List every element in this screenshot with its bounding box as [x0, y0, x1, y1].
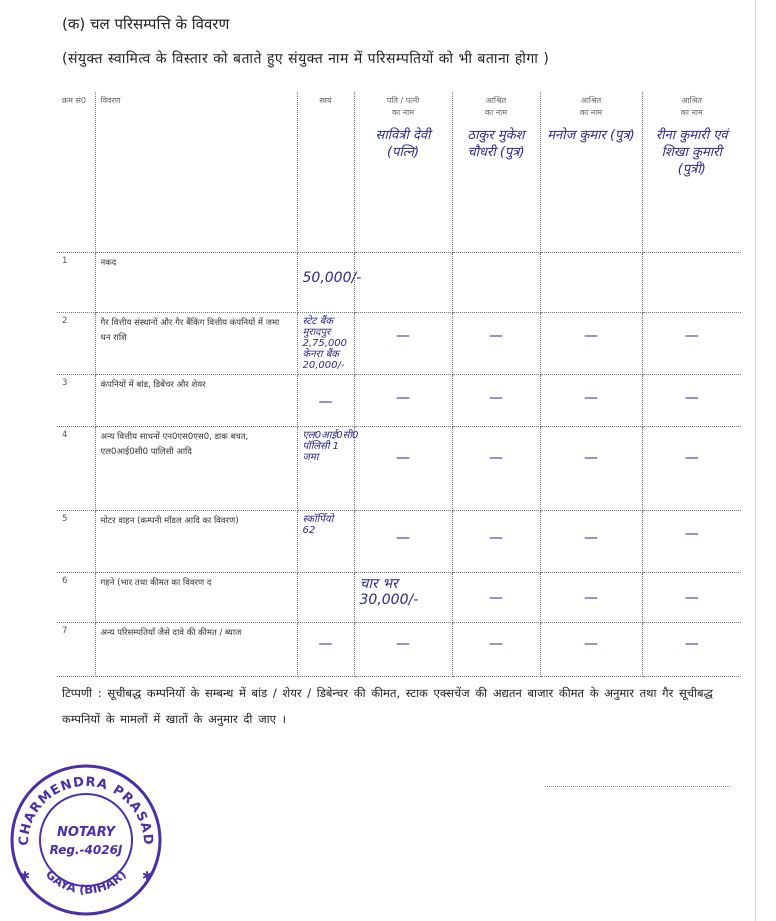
footnote: टिप्पणी : सूचीबद्ध कम्पनियों के सम्बन्ध में बांड / शेयर / डिबेन्चर की कीमत, स्टाक एक्सचेंज की अद्यतन बाजार कीमत के अनुमार तथा गैर सूचीबद्ध कम्पनियों के मामलों में खातों के अनुमार दी जाए ।	[62, 686, 713, 726]
cell-dependent-1: —	[489, 589, 503, 606]
cell-dependent-3: —	[684, 589, 699, 606]
cell-dependent-3: —	[684, 635, 699, 652]
cell-dependent-2: —	[584, 449, 598, 466]
table-row	[57, 510, 741, 572]
row-description: नकद	[95, 252, 297, 312]
header-description: विवरण	[100, 96, 121, 105]
page-edge	[755, 0, 756, 921]
cell-dependent-3: —	[684, 449, 699, 466]
header-spouse: पति / पत्नी का नाम	[386, 96, 420, 117]
header-sn: क्रम सं0	[62, 96, 86, 105]
cell-spouse: —	[396, 327, 410, 344]
cell-spouse: चार भर 30,000/-	[359, 575, 419, 608]
row-sn: 4	[57, 426, 95, 510]
cell-spouse: —	[396, 529, 410, 546]
section-heading: (क) चल परिसम्पत्ति के विवरण	[62, 15, 230, 33]
row-sn: 1	[57, 252, 95, 312]
row-description: कंपनियों में बांड, डिबेंचर और शेयर	[95, 374, 297, 426]
header-dependent-2: आश्रित का नाम	[579, 96, 603, 117]
section-subheading: (संयुक्त स्वामित्व के विस्तार को बताते हुए संयुक्त नाम में परिसम्पतियों को भी बताना होगा )	[62, 51, 550, 67]
row-description: अन्य वित्तीय साधनों एन0एस0एस0, डाक बचत, एल0आई0सी0 पालिसी आदि	[95, 426, 297, 510]
row-description: गैर वित्तीय संस्थानों और गैर बैंकिंग वित्तीय कंपनियों में जमा धन राशि	[95, 312, 297, 374]
cell-self: 50,000/-	[302, 269, 362, 286]
cell-dependent-1: —	[489, 529, 503, 546]
table-header-row	[57, 92, 741, 252]
cell-dependent-1: —	[489, 327, 503, 344]
spouse-name: सावित्री देवी (पत्नि)	[375, 128, 431, 160]
cell-dependent-3: —	[684, 389, 699, 406]
cell-dependent-3: —	[684, 327, 699, 344]
cell-dependent-2: —	[584, 635, 598, 652]
row-sn: 5	[57, 510, 95, 572]
cell-dependent-1: —	[489, 449, 503, 466]
table-row	[57, 374, 741, 426]
header-self: स्वयं	[319, 96, 332, 105]
cell-spouse: —	[396, 389, 410, 406]
header-dependent-1: आश्रित का नाम	[484, 96, 508, 117]
stamp-registration: Reg.-4026J	[49, 843, 123, 857]
cell-self: स्टेट बैंक मुरादपुर 2,75,000 केनरा बैंक 20,000/-	[302, 315, 348, 371]
cell-self: स्कॉर्पियो 62	[302, 513, 334, 536]
row-sn: 7	[57, 622, 95, 676]
table-row	[57, 252, 741, 312]
cell-self: एल0आई0सी0 पॉलिसी 1 जमा	[302, 429, 359, 463]
cell-dependent-2	[540, 252, 642, 312]
row-description: अन्य परिसम्पतियाँ जैसे दावे की कीमत / ब्याज	[95, 622, 297, 676]
header-dependent-3: आश्रित का नाम	[680, 96, 703, 117]
cell-dependent-1: —	[489, 635, 503, 652]
cell-dependent-2: —	[584, 327, 598, 344]
dependent-2-name: मनोज कुमार (पुत्र)	[547, 128, 635, 143]
stamp-outer-text: CHARMENDRA PRASAD	[16, 774, 156, 847]
row-sn: 3	[57, 374, 95, 426]
cell-dependent-3	[642, 252, 741, 312]
table-row	[57, 572, 741, 622]
cell-dependent-2: —	[584, 389, 598, 406]
stamp-star-icon: ✱	[20, 869, 31, 883]
cell-self: —	[318, 635, 333, 652]
row-sn: 6	[57, 572, 95, 622]
svg-text:GAYA (BIHAR)	[43, 867, 129, 897]
dependent-3-name: रीना कुमारी एवं शिखा कुमारी (पुत्री)	[655, 128, 728, 177]
cell-self	[297, 572, 354, 622]
cell-dependent-1: —	[489, 389, 503, 406]
stamp-star-icon: ✱	[142, 869, 153, 883]
table-row	[57, 622, 741, 676]
row-sn: 2	[57, 312, 95, 374]
cell-dependent-1	[452, 252, 540, 312]
table-row	[57, 426, 741, 510]
stamp-bottom-text: GAYA (BIHAR)	[42, 867, 129, 897]
cell-dependent-3: —	[684, 525, 699, 542]
dependent-1-name: ठाकुर मुकेश चौधरी (पुत्र)	[467, 128, 525, 160]
cell-self: —	[318, 393, 333, 410]
cell-dependent-2: —	[584, 589, 598, 606]
cell-spouse: —	[396, 449, 410, 466]
row-description: मोटर वाहन (कम्पनी मॉडल आदि का विवरण)	[95, 510, 297, 572]
notary-stamp	[6, 760, 166, 920]
signature-line	[545, 786, 730, 788]
cell-spouse	[354, 252, 452, 312]
movable-assets-table	[57, 92, 741, 677]
row-description: गहने (भार तथा कीमत का विवरण द	[95, 572, 297, 622]
table-row	[57, 312, 741, 374]
cell-spouse: —	[396, 635, 410, 652]
cell-dependent-2: —	[584, 529, 598, 546]
stamp-center-title: NOTARY	[56, 825, 116, 840]
